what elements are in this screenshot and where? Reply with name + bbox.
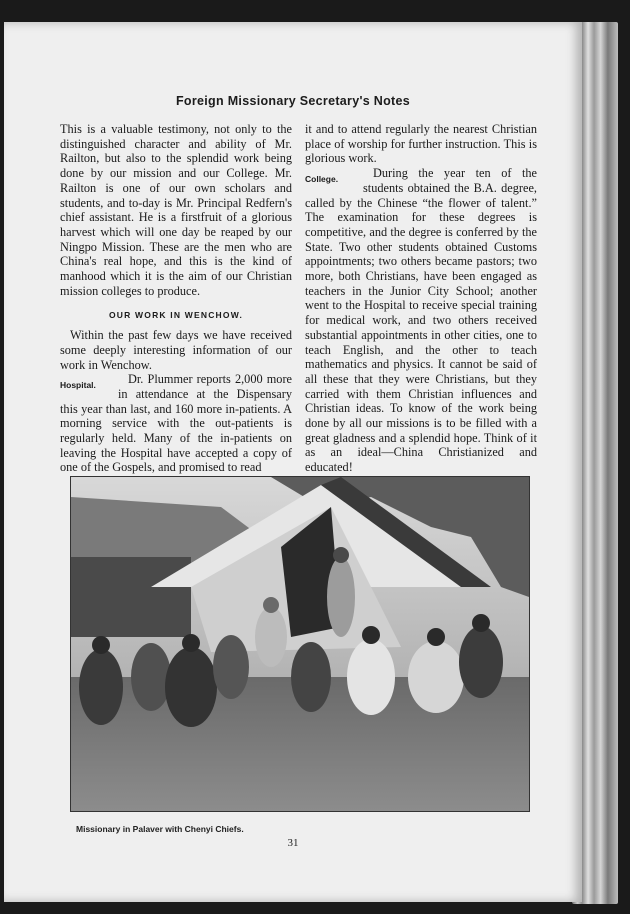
- page-header: Foreign Missionary Secretary's Notes: [176, 94, 410, 108]
- hut-wall: [71, 557, 191, 637]
- left-paragraph-2: Within the past few days we have received some deeply interesting information of our work in Wenchow.: [60, 328, 292, 372]
- section-subheading: OUR WORK IN WENCHOW.: [108, 310, 244, 321]
- page-number: 31: [287, 837, 299, 849]
- halftone-photograph: [70, 476, 530, 812]
- hospital-side-label: Hospital.: [60, 380, 96, 391]
- photo-caption: Missionary in Palaver with Chenyi Chiefs.: [76, 824, 244, 834]
- photo-illustration: [71, 477, 529, 811]
- right-column: [305, 122, 537, 475]
- right-paragraph-2: During the year ten of the students obtained the B.A. degree, called by the Chinese “the flower of talent.” The examination for these degrees is competitive, and the degree is conferred by the State. Two other students obtained Customs appointments; two others became pastors; two more, both Christians, have been engaged as teachers in the Junior City School; another went to the Hospital to receive special training for medical work, and two others received substantial appointments in other cities, one to teach English, and the other to teach mathematics and physics. It cannot be said of all these that they were Christians, but they carried with them Christian influences and Christian ideas. To know of the work being done by all our missions is to be filled with a great gladness and a splendid hope. Think of it as an ideal—China Christianized and educated!: [305, 166, 537, 475]
- left-paragraph-1: This is a valuable testimony, not only to the distinguished character and ability of Mr. Railton, but also to the splendid work being done by our mission and our College. Mr. Railton is one of our own scholars and students, and to-day is Mr. Principal Redfern's chief assistant. He is a firstfruit of a glorious harvest which will one day be reaped by our Ningpo Mission. These are the men who are China's real hope, and this is the kind of manhood which it is the aim of our Christian mission colleges to produce.: [60, 122, 292, 298]
- book-page: [4, 22, 582, 902]
- left-column: [60, 122, 292, 475]
- right-paragraph-1: it and to attend regularly the nearest Christian place of worship for further instruction. This is glorious work.: [305, 122, 537, 166]
- left-paragraph-3: Dr. Plummer reports 2,000 more in attendance at the Dispensary this year than last, and 160 more in-patients. A morning service with the out-patients is regularly held. Many of the in-patients on leaving the Hospital have accepted a copy of one of the Gospels, and promised to read: [60, 372, 292, 475]
- college-side-label: College.: [305, 174, 339, 185]
